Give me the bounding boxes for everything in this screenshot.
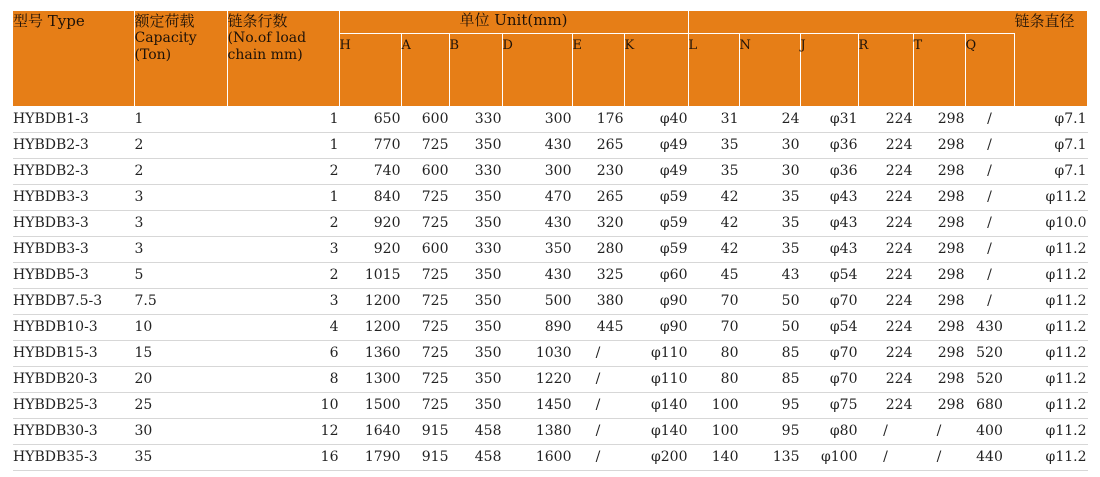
table-row: [13, 184, 1087, 210]
cell-t: 298: [913, 366, 965, 392]
cell-d: 430: [502, 262, 572, 288]
cell-j: φ31: [800, 106, 858, 132]
cell-k: φ59: [624, 236, 688, 262]
cell-r: 224: [858, 288, 913, 314]
cell-b: 350: [449, 210, 502, 236]
table-row: [13, 106, 1087, 132]
cell-chain: 2: [227, 210, 339, 236]
cell-cap: 3: [134, 184, 227, 210]
cell-k: φ110: [624, 366, 688, 392]
cell-chain: 2: [227, 158, 339, 184]
cell-j: φ70: [800, 340, 858, 366]
cell-n: 35: [739, 236, 800, 262]
cell-chain: 2: [227, 262, 339, 288]
cell-h: 1300: [339, 366, 401, 392]
cell-dia: φ11.2: [1014, 366, 1087, 392]
cell-a: 600: [401, 106, 449, 132]
cell-l: 80: [688, 340, 739, 366]
cell-h: 840: [339, 184, 401, 210]
cell-a: 725: [401, 262, 449, 288]
cell-cap: 30: [134, 418, 227, 444]
cell-l: 100: [688, 392, 739, 418]
cell-l: 140: [688, 444, 739, 470]
cell-d: 430: [502, 132, 572, 158]
cell-t: /: [913, 444, 965, 470]
cell-type: HYBDB3-3: [13, 236, 134, 262]
cell-type: HYBDB7.5-3: [13, 288, 134, 314]
cell-q: /: [965, 158, 1014, 184]
cell-d: 1600: [502, 444, 572, 470]
cell-k: φ49: [624, 158, 688, 184]
cell-l: 31: [688, 106, 739, 132]
cell-k: φ200: [624, 444, 688, 470]
cell-e: 445: [572, 314, 624, 340]
cell-chain: 6: [227, 340, 339, 366]
cell-b: 330: [449, 106, 502, 132]
cell-b: 458: [449, 418, 502, 444]
cell-b: 350: [449, 262, 502, 288]
cell-k: φ90: [624, 288, 688, 314]
cell-n: 24: [739, 106, 800, 132]
cell-l: 80: [688, 366, 739, 392]
cell-cap: 2: [134, 132, 227, 158]
cell-chain: 8: [227, 366, 339, 392]
cell-dia: φ7.1: [1014, 158, 1087, 184]
cell-a: 725: [401, 366, 449, 392]
cell-dia: φ11.2: [1014, 444, 1087, 470]
cell-cap: 20: [134, 366, 227, 392]
cell-q: 440: [965, 444, 1014, 470]
cell-q: /: [965, 132, 1014, 158]
cell-q: 400: [965, 418, 1014, 444]
cell-chain: 3: [227, 236, 339, 262]
cell-type: HYBDB2-3: [13, 132, 134, 158]
cell-e: 325: [572, 262, 624, 288]
cell-h: 920: [339, 236, 401, 262]
cell-type: HYBDB1-3: [13, 106, 134, 132]
cell-k: φ49: [624, 132, 688, 158]
cell-h: 1640: [339, 418, 401, 444]
header-dim-k: K: [624, 33, 688, 106]
cell-b: 350: [449, 340, 502, 366]
cell-cap: 7.5: [134, 288, 227, 314]
cell-chain: 12: [227, 418, 339, 444]
header-dim-l: L: [688, 33, 739, 106]
cell-a: 600: [401, 158, 449, 184]
cell-k: φ90: [624, 314, 688, 340]
cell-n: 95: [739, 418, 800, 444]
cell-d: 300: [502, 106, 572, 132]
cell-q: 520: [965, 340, 1014, 366]
cell-e: 265: [572, 132, 624, 158]
cell-h: 1200: [339, 314, 401, 340]
cell-d: 1450: [502, 392, 572, 418]
cell-h: 770: [339, 132, 401, 158]
cell-j: φ70: [800, 288, 858, 314]
cell-t: 298: [913, 262, 965, 288]
cell-l: 100: [688, 418, 739, 444]
cell-d: 500: [502, 288, 572, 314]
cell-chain: 1: [227, 106, 339, 132]
table-row: [13, 288, 1087, 314]
cell-n: 85: [739, 366, 800, 392]
table-row: [13, 418, 1087, 444]
cell-d: 890: [502, 314, 572, 340]
table-header: [13, 11, 1087, 106]
cell-n: 30: [739, 158, 800, 184]
cell-dia: φ11.2: [1014, 262, 1087, 288]
cell-dia: φ11.2: [1014, 236, 1087, 262]
cell-type: HYBDB15-3: [13, 340, 134, 366]
cell-dia: φ11.2: [1014, 418, 1087, 444]
cell-j: φ100: [800, 444, 858, 470]
cell-e: 380: [572, 288, 624, 314]
cell-l: 42: [688, 210, 739, 236]
cell-r: 224: [858, 392, 913, 418]
cell-e: 265: [572, 184, 624, 210]
cell-l: 42: [688, 236, 739, 262]
cell-e: /: [572, 418, 624, 444]
cell-d: 300: [502, 158, 572, 184]
cell-e: /: [572, 340, 624, 366]
cell-r: 224: [858, 132, 913, 158]
cell-q: /: [965, 262, 1014, 288]
table-row: [13, 444, 1087, 470]
cell-r: 224: [858, 262, 913, 288]
cell-q: /: [965, 210, 1014, 236]
header-dim-d: D: [502, 33, 572, 106]
cell-k: φ110: [624, 340, 688, 366]
cell-d: 350: [502, 236, 572, 262]
cell-q: /: [965, 184, 1014, 210]
table-row: [13, 392, 1087, 418]
cell-dia: φ7.1: [1014, 106, 1087, 132]
cell-r: 224: [858, 210, 913, 236]
cell-e: 176: [572, 106, 624, 132]
cell-r: 224: [858, 106, 913, 132]
header-unit-group: 单位 Unit(mm): [339, 11, 688, 33]
cell-cap: 15: [134, 340, 227, 366]
cell-a: 725: [401, 184, 449, 210]
cell-k: φ140: [624, 392, 688, 418]
cell-type: HYBDB5-3: [13, 262, 134, 288]
cell-t: 298: [913, 288, 965, 314]
header-chain-diameter: 链条直径: [1014, 11, 1087, 106]
header-capacity-en: Capacity: [134, 30, 197, 46]
cell-r: 224: [858, 236, 913, 262]
cell-k: φ60: [624, 262, 688, 288]
cell-type: HYBDB2-3: [13, 158, 134, 184]
cell-b: 350: [449, 366, 502, 392]
cell-type: HYBDB3-3: [13, 184, 134, 210]
cell-dia: φ11.2: [1014, 340, 1087, 366]
cell-n: 135: [739, 444, 800, 470]
header-unit-group-extension: [688, 11, 1014, 33]
cell-a: 725: [401, 314, 449, 340]
cell-k: φ40: [624, 106, 688, 132]
cell-j: φ36: [800, 158, 858, 184]
cell-chain: 16: [227, 444, 339, 470]
cell-b: 350: [449, 184, 502, 210]
cell-type: HYBDB3-3: [13, 210, 134, 236]
cell-h: 1500: [339, 392, 401, 418]
header-dim-h: H: [339, 33, 401, 106]
cell-t: 298: [913, 340, 965, 366]
cell-t: 298: [913, 392, 965, 418]
cell-r: 224: [858, 366, 913, 392]
cell-type: HYBDB30-3: [13, 418, 134, 444]
cell-l: 70: [688, 314, 739, 340]
cell-j: φ70: [800, 366, 858, 392]
cell-b: 350: [449, 392, 502, 418]
cell-e: /: [572, 444, 624, 470]
cell-l: 35: [688, 132, 739, 158]
cell-k: φ140: [624, 418, 688, 444]
cell-q: /: [965, 106, 1014, 132]
cell-t: 298: [913, 132, 965, 158]
cell-dia: φ10.0: [1014, 210, 1087, 236]
cell-a: 725: [401, 340, 449, 366]
cell-dia: φ7.1: [1014, 132, 1087, 158]
header-chain-unit: chain mm): [227, 47, 303, 63]
cell-q: 680: [965, 392, 1014, 418]
table-row: [13, 132, 1087, 158]
cell-l: 70: [688, 288, 739, 314]
cell-q: /: [965, 288, 1014, 314]
table-row: [13, 158, 1087, 184]
cell-l: 42: [688, 184, 739, 210]
cell-cap: 35: [134, 444, 227, 470]
cell-k: φ59: [624, 184, 688, 210]
table-row: [13, 262, 1087, 288]
cell-a: 915: [401, 418, 449, 444]
cell-chain: 10: [227, 392, 339, 418]
cell-chain: 3: [227, 288, 339, 314]
cell-dia: φ11.2: [1014, 288, 1087, 314]
cell-a: 725: [401, 392, 449, 418]
cell-t: 298: [913, 314, 965, 340]
cell-cap: 3: [134, 236, 227, 262]
cell-b: 350: [449, 132, 502, 158]
cell-a: 725: [401, 288, 449, 314]
cell-j: φ54: [800, 262, 858, 288]
cell-n: 85: [739, 340, 800, 366]
cell-n: 35: [739, 210, 800, 236]
cell-b: 330: [449, 158, 502, 184]
cell-dia: φ11.2: [1014, 392, 1087, 418]
cell-b: 350: [449, 314, 502, 340]
cell-a: 725: [401, 210, 449, 236]
cell-chain: 1: [227, 132, 339, 158]
header-dim-q: Q: [965, 33, 1014, 106]
cell-cap: 5: [134, 262, 227, 288]
cell-d: 430: [502, 210, 572, 236]
cell-a: 725: [401, 132, 449, 158]
cell-type: HYBDB20-3: [13, 366, 134, 392]
cell-h: 1200: [339, 288, 401, 314]
spec-table: [13, 11, 1088, 471]
cell-n: 95: [739, 392, 800, 418]
cell-j: φ43: [800, 210, 858, 236]
cell-n: 43: [739, 262, 800, 288]
table-body: [13, 106, 1087, 470]
cell-t: /: [913, 418, 965, 444]
cell-type: HYBDB25-3: [13, 392, 134, 418]
table-row: [13, 210, 1087, 236]
cell-l: 35: [688, 158, 739, 184]
cell-d: 1380: [502, 418, 572, 444]
cell-t: 298: [913, 106, 965, 132]
cell-r: 224: [858, 314, 913, 340]
header-dim-e: E: [572, 33, 624, 106]
header-capacity: [134, 11, 227, 106]
header-chain-en: (No.of load: [227, 30, 307, 46]
cell-n: 50: [739, 314, 800, 340]
cell-cap: 2: [134, 158, 227, 184]
cell-cap: 1: [134, 106, 227, 132]
cell-dia: φ11.2: [1014, 314, 1087, 340]
cell-t: 298: [913, 184, 965, 210]
cell-n: 35: [739, 184, 800, 210]
table-row: [13, 366, 1087, 392]
cell-r: 224: [858, 340, 913, 366]
cell-a: 915: [401, 444, 449, 470]
cell-chain: 1: [227, 184, 339, 210]
cell-j: φ43: [800, 236, 858, 262]
cell-cap: 25: [134, 392, 227, 418]
cell-h: 1790: [339, 444, 401, 470]
cell-d: 470: [502, 184, 572, 210]
header-dim-r: R: [858, 33, 913, 106]
cell-r: 224: [858, 184, 913, 210]
cell-dia: φ11.2: [1014, 184, 1087, 210]
cell-b: 330: [449, 236, 502, 262]
cell-cap: 10: [134, 314, 227, 340]
cell-r: /: [858, 444, 913, 470]
cell-e: 230: [572, 158, 624, 184]
header-chain-count: [227, 11, 339, 106]
cell-chain: 4: [227, 314, 339, 340]
cell-cap: 3: [134, 210, 227, 236]
header-chain-cn: 链条行数: [227, 12, 288, 30]
cell-e: /: [572, 392, 624, 418]
header-dim-j: J: [800, 33, 858, 106]
cell-q: 520: [965, 366, 1014, 392]
header-dim-t: T: [913, 33, 965, 106]
cell-h: 1015: [339, 262, 401, 288]
cell-r: /: [858, 418, 913, 444]
cell-n: 30: [739, 132, 800, 158]
table-row: [13, 314, 1087, 340]
cell-l: 45: [688, 262, 739, 288]
cell-d: 1030: [502, 340, 572, 366]
header-capacity-unit: (Ton): [134, 47, 172, 63]
cell-q: 430: [965, 314, 1014, 340]
cell-h: 740: [339, 158, 401, 184]
cell-type: HYBDB35-3: [13, 444, 134, 470]
cell-b: 458: [449, 444, 502, 470]
cell-q: /: [965, 236, 1014, 262]
cell-b: 350: [449, 288, 502, 314]
cell-type: HYBDB10-3: [13, 314, 134, 340]
cell-e: /: [572, 366, 624, 392]
cell-j: φ75: [800, 392, 858, 418]
header-type: 型号 Type: [13, 11, 134, 106]
cell-e: 280: [572, 236, 624, 262]
header-dim-a: A: [401, 33, 449, 106]
cell-d: 1220: [502, 366, 572, 392]
cell-t: 298: [913, 158, 965, 184]
cell-j: φ43: [800, 184, 858, 210]
cell-j: φ36: [800, 132, 858, 158]
cell-j: φ54: [800, 314, 858, 340]
cell-n: 50: [739, 288, 800, 314]
cell-a: 600: [401, 236, 449, 262]
cell-t: 298: [913, 236, 965, 262]
cell-t: 298: [913, 210, 965, 236]
cell-h: 1360: [339, 340, 401, 366]
header-dim-b: B: [449, 33, 502, 106]
cell-e: 320: [572, 210, 624, 236]
cell-j: φ80: [800, 418, 858, 444]
table-row: [13, 236, 1087, 262]
header-dim-n: N: [739, 33, 800, 106]
cell-h: 650: [339, 106, 401, 132]
table-row: [13, 340, 1087, 366]
cell-r: 224: [858, 158, 913, 184]
header-capacity-cn: 额定荷载: [134, 12, 195, 30]
cell-h: 920: [339, 210, 401, 236]
cell-k: φ59: [624, 210, 688, 236]
